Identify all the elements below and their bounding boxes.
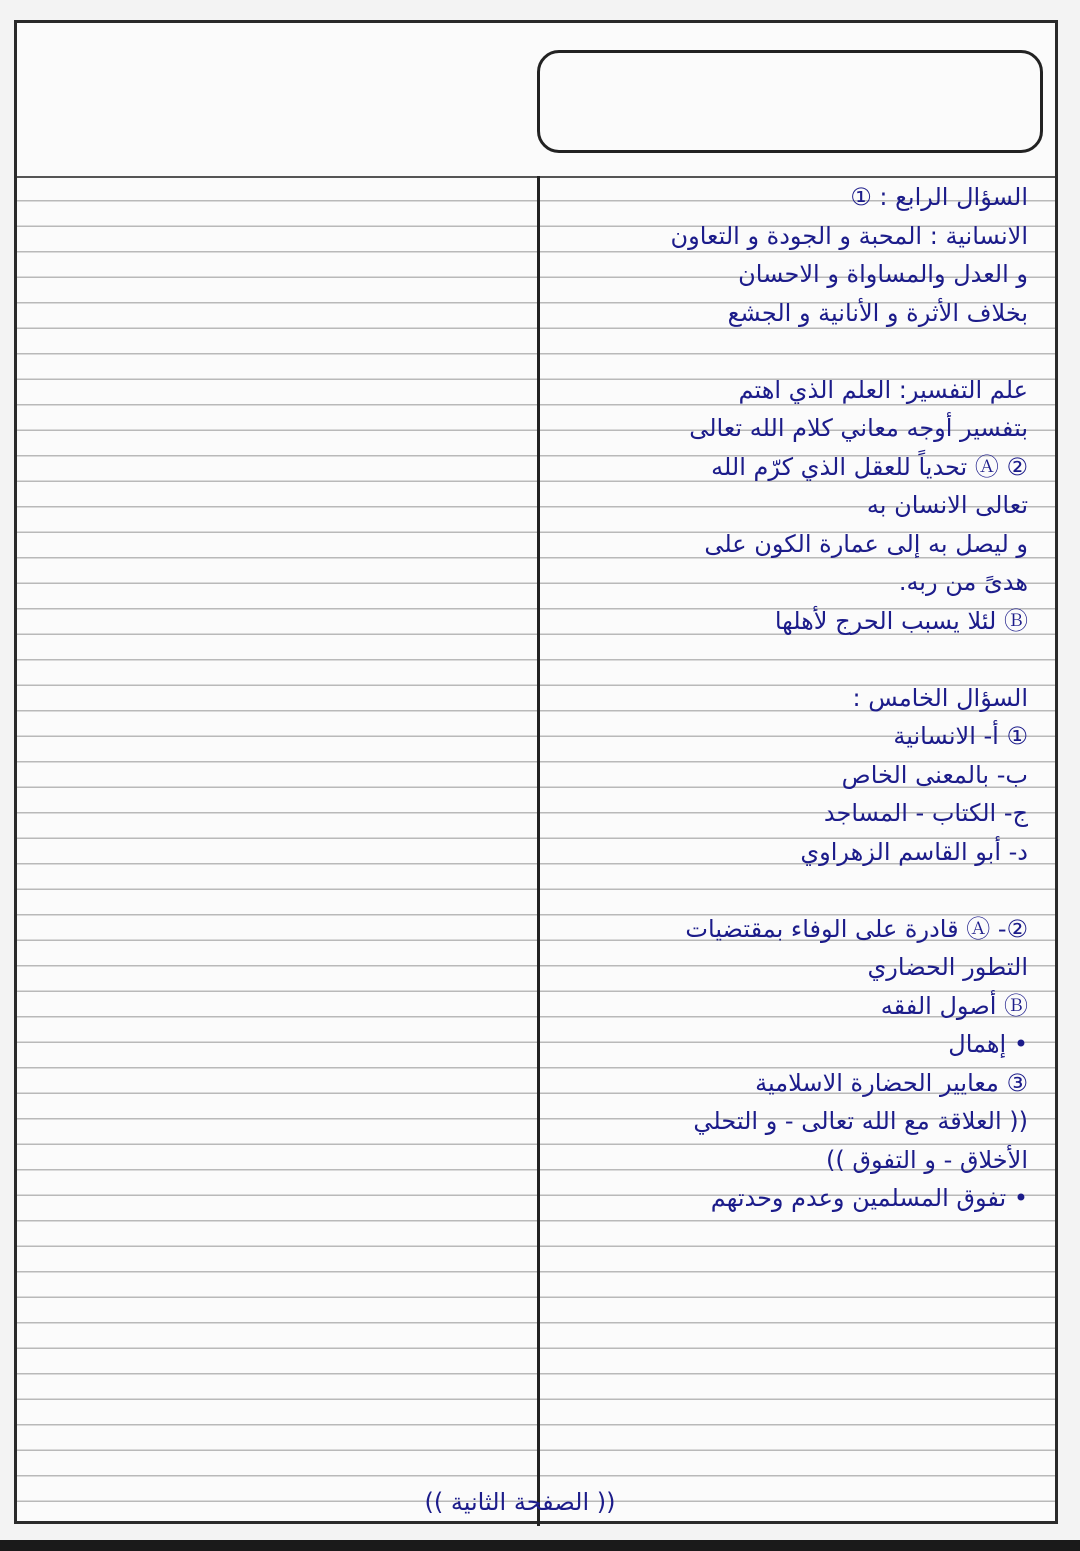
answer-line: Ⓑ لئلا يسبب الحرج لأهلها — [774, 606, 1028, 635]
answer-line: تعالى الانسان به — [866, 491, 1028, 519]
answer-line: الأخلاق - و التفوق )) — [825, 1145, 1028, 1174]
blank-line — [534, 871, 1028, 910]
answer-line: و العدل والمساواة و الاحسان — [738, 260, 1028, 288]
page-bottom-edge — [0, 1540, 1080, 1551]
answer-line: هدىً من ربه. — [898, 568, 1028, 596]
answer-line: Ⓑ أصول الفقه — [880, 991, 1028, 1020]
answer-line: ج- الكتاب - المساجد — [823, 799, 1028, 827]
answer-line: بخلاف الأثرة و الأنانية و الجشع — [727, 298, 1028, 327]
answer-line: ② Ⓐ تحدياً للعقل الذي كرّم الله — [711, 452, 1028, 481]
answer-line: الانسانية : المحبة و الجودة و التعاون — [670, 221, 1028, 250]
answer-line: (( العلاقة مع الله تعالى - و التحلي — [693, 1107, 1028, 1135]
answer-line: • تفوق المسلمين وعدم وحدتهم — [710, 1184, 1028, 1212]
name-box — [537, 50, 1043, 153]
answer-line: و ليصل به إلى عمارة الكون على — [704, 529, 1028, 558]
answer-line: بتفسير أوجه معاني كلام الله تعالى — [689, 414, 1028, 442]
answer-line: السؤال الرابع : ① — [850, 183, 1028, 211]
answer-line: ① أ- الانسانية — [893, 722, 1028, 750]
answer-line: ②- Ⓐ قادرة على الوفاء بمقتضيات — [685, 914, 1028, 943]
answer-line: علم التفسير: العلم الذي اهتم — [738, 375, 1028, 404]
page-footer: (( الصفحة الثانية )) — [424, 1488, 616, 1516]
blank-line — [534, 640, 1028, 679]
answer-line: د- أبو القاسم الزهراوي — [800, 837, 1028, 866]
answer-line: ③ معايير الحضارة الاسلامية — [755, 1068, 1028, 1097]
answer-line: • إهمال — [948, 1030, 1028, 1058]
answer-line: التطور الحضاري — [867, 953, 1028, 981]
answer-line: ب- بالمعنى الخاص — [841, 760, 1028, 789]
answer-line: السؤال الخامس : — [852, 683, 1028, 712]
blank-line — [534, 332, 1028, 371]
handwritten-answers — [534, 178, 1028, 1218]
